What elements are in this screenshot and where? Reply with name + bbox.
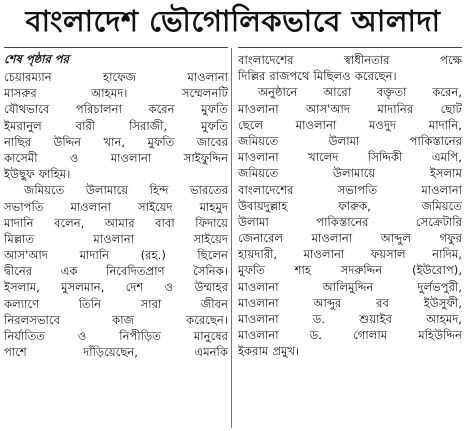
word: সভাপতি: [337, 182, 378, 197]
word: মুফতি: [201, 118, 228, 133]
word: আব্দুল: [380, 231, 412, 246]
headline: বাংলাদেশ ভৌগোলিকভাবে আলাদা: [25, 4, 441, 38]
word: এমনকি: [194, 345, 228, 360]
word: আব্দুর: [313, 295, 342, 310]
word: খান,: [103, 134, 126, 149]
word: মাদানি: [4, 215, 34, 230]
word: পক্ষে: [440, 53, 462, 67]
text-line: [4, 279, 228, 295]
word: ফিদায়ে: [195, 215, 228, 230]
word: মাওলানা: [421, 182, 462, 197]
word: ড.: [312, 312, 326, 326]
word: অনুষ্ঠানে: [258, 85, 298, 100]
word: চেয়ারম্যান: [4, 70, 52, 84]
word: আহমদ।: [91, 86, 128, 101]
word: বাবা: [155, 215, 175, 230]
text-line: [238, 343, 462, 359]
text-line: [238, 214, 462, 230]
text-line: [238, 149, 462, 165]
word: মহিউদ্দিন: [418, 328, 462, 343]
text-line: [238, 133, 462, 149]
word: জমিয়তে: [238, 133, 279, 148]
text-line: [238, 295, 462, 311]
word: ইমরানুল: [4, 118, 42, 133]
word: (রহ.): [140, 248, 166, 263]
word: উম্মাহর: [194, 280, 228, 295]
word: দুর্লভপুরী,: [417, 279, 462, 294]
word: ছিলেন: [197, 248, 228, 263]
text-line: [238, 84, 462, 100]
word: নিরলসভাবে: [4, 312, 61, 327]
word: করেছেন।: [186, 312, 228, 327]
text-line: [4, 296, 228, 312]
text-line: [238, 311, 462, 327]
word: মুসলমান,: [61, 280, 105, 295]
text-line: [4, 166, 228, 182]
word: শুয়াইব: [359, 312, 392, 326]
word: বারী: [75, 118, 96, 133]
word: মাদানি: [79, 248, 110, 263]
text-line: [4, 231, 228, 247]
word: আমার: [104, 215, 135, 230]
text-line: [4, 118, 228, 134]
word: পরিচালনা: [75, 102, 122, 117]
word: জাবের: [196, 134, 228, 149]
word: উবায়দুল্লাহ: [238, 198, 288, 213]
word: মাওলানা: [311, 231, 353, 246]
text-line: [4, 150, 228, 166]
word: সদরুদ্দিন: [340, 263, 383, 278]
word: শাহ: [294, 263, 311, 278]
word: জমিয়তে: [421, 198, 462, 213]
word: মাওলানা: [238, 150, 279, 165]
word: জেনারেল: [238, 231, 284, 246]
word: (ইউরোপ),: [411, 263, 462, 278]
word: ও: [69, 150, 79, 165]
word: সেক্রেটারি: [415, 214, 462, 229]
word: করেন,: [432, 85, 462, 100]
word: উদ্দিন: [53, 134, 82, 149]
left-column-body: [4, 69, 228, 360]
word: ছোট: [440, 101, 462, 116]
word: মাওলানা: [303, 247, 345, 262]
word: সাইয়েদ: [138, 199, 173, 214]
text-line: [238, 182, 462, 198]
word: উলামায়ে: [85, 183, 129, 198]
word: ড.: [309, 328, 322, 343]
text-line: [238, 246, 462, 262]
word: সম্মেলনটি: [181, 86, 228, 101]
word: ও: [77, 329, 87, 343]
word: বাংলাদেশের: [238, 182, 294, 197]
text-line: [4, 199, 228, 215]
word: রব: [376, 295, 390, 310]
text-line: [238, 52, 462, 68]
word: সভাপতি: [4, 199, 44, 214]
word: মাওলানা: [238, 312, 279, 326]
word: ইকরাম: [238, 344, 269, 359]
text-line: [4, 69, 228, 85]
word: মাওলানা: [93, 231, 135, 246]
word: মাওলানা: [238, 295, 279, 310]
word: যৌথভাবে: [4, 102, 50, 117]
word: স্বাধীনতার: [343, 53, 390, 67]
text-line: [238, 68, 462, 84]
word: পাকিস্তানের: [409, 133, 462, 148]
word: হিন্দ: [149, 183, 169, 198]
word: মুফতি: [201, 102, 228, 117]
word: মিল্লাত: [4, 231, 35, 246]
text-line: [238, 165, 462, 181]
word: বাংলাদেশের: [238, 53, 294, 67]
text-line: [4, 85, 228, 101]
word: আরো: [323, 85, 352, 100]
word: উলামা: [328, 133, 360, 148]
word: সিদ্দিকী: [368, 150, 403, 165]
word: দ্বীনের: [4, 264, 33, 279]
right-column-body: [238, 52, 462, 360]
word: মাওলানা: [70, 199, 112, 214]
word: নির্যাতিত: [4, 329, 45, 343]
word: হায়দারী,: [238, 247, 278, 262]
text-line: [238, 101, 462, 117]
word: করেন: [148, 102, 175, 117]
word: সাইফুদ্দিন: [183, 150, 228, 165]
word: গোলাম: [353, 328, 388, 343]
right-column-rule: [238, 47, 462, 48]
left-column: [4, 52, 228, 360]
column-divider: [231, 48, 232, 428]
word: জমিয়তে: [238, 166, 279, 181]
text-line: [4, 101, 228, 117]
word: ফয়সাল: [370, 247, 406, 262]
word: আহমদ,: [426, 312, 462, 326]
word: ভারতের: [189, 183, 228, 198]
word: আলিমুদ্দিন: [322, 279, 374, 294]
word: জমিয়তে: [24, 183, 65, 198]
word: বলেন,: [54, 215, 85, 230]
word: ইউছুফ: [4, 167, 35, 182]
word: পাকিস্তানের: [316, 214, 369, 229]
word: নাদিম,: [432, 247, 462, 262]
word: নাছির: [4, 134, 32, 149]
word: ছেলে: [238, 117, 264, 132]
word: কাজ: [112, 312, 134, 327]
text-line: [4, 182, 228, 198]
text-line: [4, 215, 228, 231]
word: খালেদ: [308, 150, 339, 165]
continuation-label: শেষ পৃষ্ঠার পর: [4, 52, 69, 66]
word: মাওলানা: [187, 70, 228, 84]
word: মিছিলও: [313, 69, 351, 84]
word: ফারুক,: [338, 198, 371, 213]
word: ইসলাম,: [4, 280, 40, 295]
word: মাহমুদ: [199, 199, 228, 214]
word: জীবন: [200, 296, 228, 311]
text-line: [4, 134, 228, 150]
word: করেছেন।: [354, 69, 397, 84]
word: দেশ: [125, 280, 144, 295]
word: এমপি,: [431, 150, 462, 165]
word: মুফতি: [147, 134, 175, 149]
word: মাওলানা: [238, 101, 279, 116]
word: পাশে: [4, 345, 27, 360]
word: ফাহিম।: [38, 167, 71, 182]
word: উলামায়ে: [332, 166, 376, 181]
word: দাঁড়িয়েছেন,: [83, 345, 138, 360]
word: মওদুদ: [368, 117, 397, 132]
word: মাওলানা: [295, 117, 337, 132]
word: কল্যাণে: [4, 296, 40, 311]
word: মাসরুর: [4, 86, 37, 101]
word: বক্তৃতা: [376, 85, 407, 100]
word: আস'আদ: [4, 248, 48, 263]
word: মুফতি: [238, 263, 265, 278]
word: কাসেমী: [4, 150, 38, 165]
word: ও: [164, 280, 174, 295]
word: সিরাজী,: [129, 118, 168, 133]
text-line: [4, 263, 228, 279]
word: প্রমুখ।: [272, 344, 300, 359]
word: ইউসুফী,: [423, 295, 462, 310]
word: ইসলাম: [429, 166, 462, 181]
word: দিল্লির: [238, 69, 266, 84]
word: মাওলানা: [238, 328, 279, 343]
word: নিপীড়িত: [119, 329, 161, 343]
word: আস'আদ: [305, 101, 350, 116]
word: মাদানির: [377, 101, 414, 116]
text-line: [238, 327, 462, 343]
word: তিনি: [78, 296, 101, 311]
text-line: [4, 312, 228, 328]
word: সারা: [140, 296, 162, 311]
word: গফুর: [439, 231, 462, 246]
text-line: [238, 117, 462, 133]
text-line: [238, 262, 462, 278]
word: এক: [60, 264, 78, 279]
word: মানুষের: [193, 329, 228, 343]
word: হাফেজ: [103, 70, 136, 84]
text-line: [4, 247, 228, 263]
text-line: [238, 198, 462, 214]
word: মাওলানা: [110, 150, 152, 165]
word: নিবেদিতপ্রাণ: [106, 264, 165, 279]
text-line: [238, 279, 462, 295]
word: সাইয়েদ: [193, 231, 228, 246]
word: মাদানি,: [428, 117, 462, 132]
word: মাওলানা: [238, 279, 279, 294]
text-line: [4, 344, 228, 360]
left-column-rule: [4, 47, 228, 48]
right-column: [238, 52, 462, 360]
text-line: [4, 328, 228, 344]
word: সৈনিক।: [193, 264, 228, 279]
word: উলামা: [238, 214, 269, 229]
text-line: [238, 230, 462, 246]
word: রাজপথে: [269, 69, 310, 84]
